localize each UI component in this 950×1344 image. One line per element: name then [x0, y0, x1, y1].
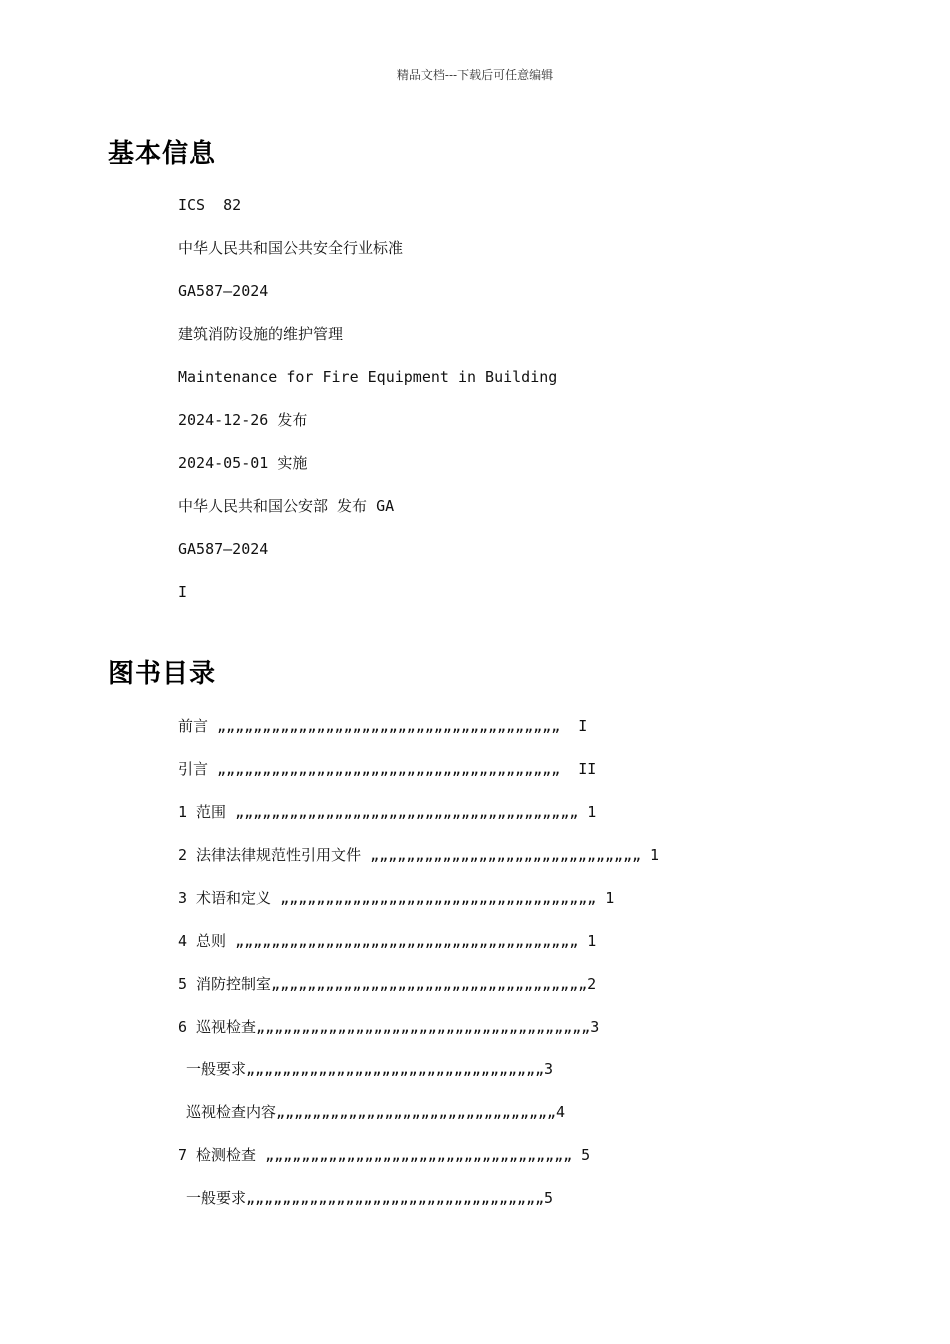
toc-subentry: 一般要求„„„„„„„„„„„„„„„„„„„„„„„„„„„„„„„„„5 — [186, 1189, 554, 1207]
toc-entry: 1 范围 „„„„„„„„„„„„„„„„„„„„„„„„„„„„„„„„„„„„„„ 1 — [178, 803, 597, 821]
page-header: 精品文档---下载后可任意编辑 — [396, 68, 554, 82]
toc-entry: 前言 „„„„„„„„„„„„„„„„„„„„„„„„„„„„„„„„„„„„„„ I — [178, 717, 588, 735]
basic-info-title: 基本信息 — [108, 139, 217, 169]
standard-number: GA587—2024 — [178, 282, 269, 300]
toc-subentry: 巡视检查内容„„„„„„„„„„„„„„„„„„„„„„„„„„„„„„„4 — [186, 1103, 565, 1121]
toc-entry: 引言 „„„„„„„„„„„„„„„„„„„„„„„„„„„„„„„„„„„„„„ II — [178, 760, 597, 778]
ics-code: ICS 82 — [178, 196, 242, 214]
standard-number-repeat: GA587—2024 — [178, 540, 269, 558]
standard-category: 中华人民共和国公共安全行业标准 — [178, 239, 404, 257]
standard-title-en: Maintenance for Fire Equipment in Building — [178, 368, 558, 386]
issuer: 中华人民共和国公安部 发布 GA — [178, 497, 395, 515]
toc-entry: 4 总则 „„„„„„„„„„„„„„„„„„„„„„„„„„„„„„„„„„„„„„ 1 — [178, 932, 597, 950]
toc-entry: 7 检测检查 „„„„„„„„„„„„„„„„„„„„„„„„„„„„„„„„„„ 5 — [178, 1146, 591, 1164]
toc-subentry: 一般要求„„„„„„„„„„„„„„„„„„„„„„„„„„„„„„„„„3 — [186, 1060, 554, 1078]
toc-entry: 6 巡视检查„„„„„„„„„„„„„„„„„„„„„„„„„„„„„„„„„„„„„3 — [178, 1018, 600, 1036]
publish-date: 2024-12-26 发布 — [178, 411, 308, 429]
toc-title: 图书目录 — [108, 659, 217, 689]
page-roman-numeral: I — [178, 583, 188, 601]
effective-date: 2024-05-01 实施 — [178, 454, 308, 472]
toc-entry: 5 消防控制室„„„„„„„„„„„„„„„„„„„„„„„„„„„„„„„„„„„2 — [178, 975, 597, 993]
toc-entry: 2 法律法律规范性引用文件 „„„„„„„„„„„„„„„„„„„„„„„„„„„„„„ 1 — [178, 846, 660, 864]
toc-entry: 3 术语和定义 „„„„„„„„„„„„„„„„„„„„„„„„„„„„„„„„„„„ 1 — [178, 889, 615, 907]
standard-title-cn: 建筑消防设施的维护管理 — [178, 325, 344, 343]
